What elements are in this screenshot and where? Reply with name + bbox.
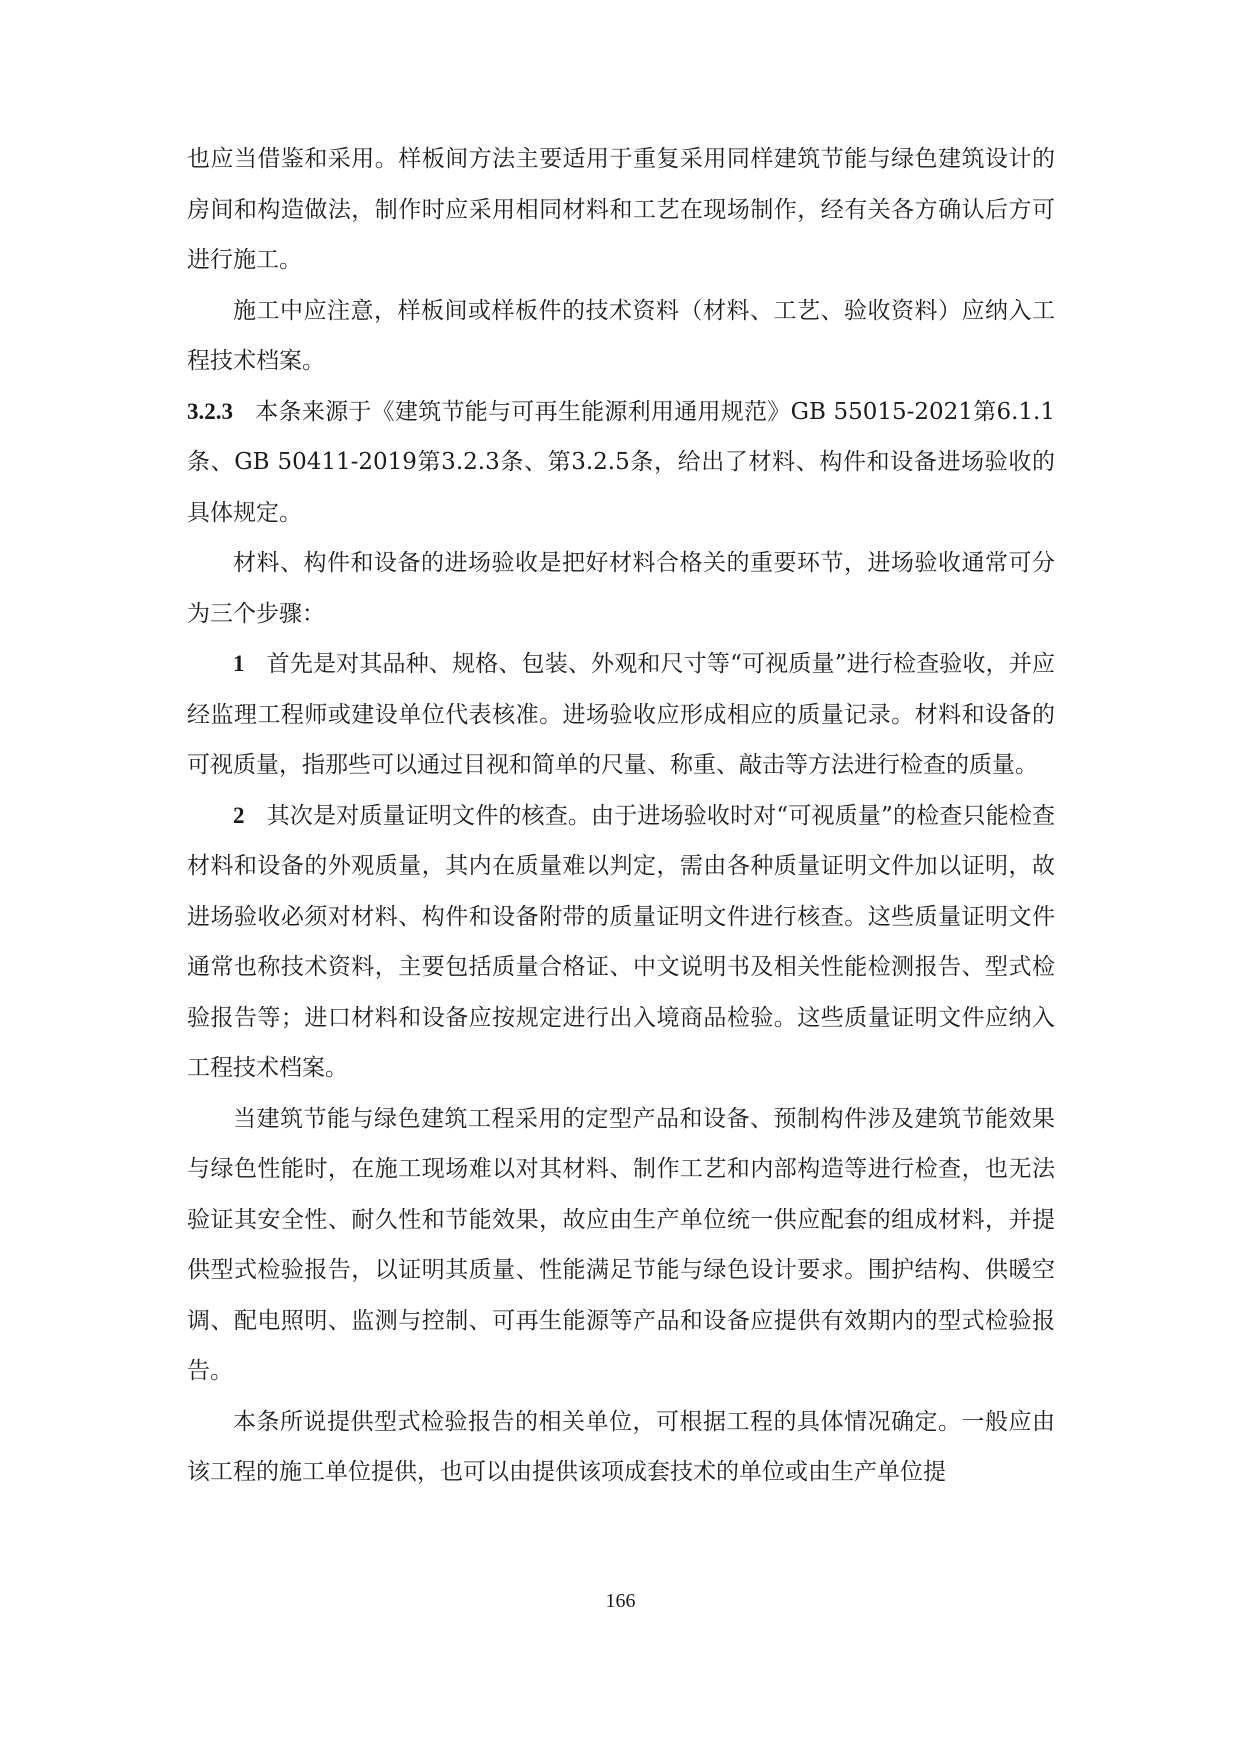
clause-3-2-3	[187, 387, 1055, 539]
list-item-2	[187, 791, 1055, 1094]
document-body	[187, 134, 1055, 1498]
paragraph-note: 施工中应注意，样板间或样板件的技术资料（材料、工艺、验收资料）应纳入工程技术档案。	[187, 297, 1055, 374]
list-item-text: 首先是对其品种、规格、包装、外观和尺寸等“可视质量”进行检查验收，并应经监理工程师或建设单位代表核准。进场验收应形成相应的质量记录。材料和设备的可视质量，指那些可以通过目视和简单的尺量、称重、敲击等方法进行检查的质量。	[187, 651, 1055, 778]
list-item-number: 1	[233, 651, 245, 676]
paragraph-continuation: 也应当借鉴和采用。样板间方法主要适用于重复采用同样建筑节能与绿色建筑设计的房间和构造做法，制作时应采用相同材料和工艺在现场制作，经有关各方确认后方可进行施工。	[187, 146, 1055, 273]
list-item-number: 2	[233, 802, 245, 828]
paragraph-report: 本条所说提供型式检验报告的相关单位，可根据工程的具体情况确定。一般应由该工程的施工单位提供，也可以由提供该项成套技术的单位或由生产单位提	[187, 1408, 1055, 1485]
paragraph-prefab: 当建筑节能与绿色建筑工程采用的定型产品和设备、预制构件涉及建筑节能效果与绿色性能时，在施工现场难以对其材料、制作工艺和内部构造等进行检查，也无法验证其安全性、耐久性和节能效果，故应由生产单位统一供应配套的组成材料，并提供型式检验报告，以证明其质量、性能满足节能与绿色设计要求。围护结构、供暖空调、配电照明、监测与控制、可再生能源等产品和设备应提供有效期内的型式检验报告。	[187, 1105, 1055, 1384]
list-item-text: 其次是对质量证明文件的核查。由于进场验收时对“可视质量”的检查只能检查材料和设备的外观质量，其内在质量难以判定，需由各种质量证明文件加以证明，故进场验收必须对材料、构件和设备附带的质量证明文件进行核查。这些质量证明文件通常也称技术资料，主要包括质量合格证、中文说明书及相关性能检测报告、型式检验报告等；进口材料和设备应按规定进行出入境商品检验。这些质量证明文件应纳入工程技术档案。	[187, 802, 1055, 1081]
paragraph-intro: 材料、构件和设备的进场验收是把好材料合格关的重要环节，进场验收通常可分为三个步骤：	[187, 550, 1055, 627]
list-item-1	[187, 639, 1055, 791]
page-number: 166	[605, 1590, 636, 1612]
clause-text: 本条来源于《建筑节能与可再生能源利用通用规范》GB 55015-2021第6.1.1条、GB 50411-2019第3.2.3条、第3.2.5条，给出了材料、构件和设备进场验收的具体规定。	[187, 398, 1055, 526]
clause-number: 3.2.3	[187, 398, 233, 424]
